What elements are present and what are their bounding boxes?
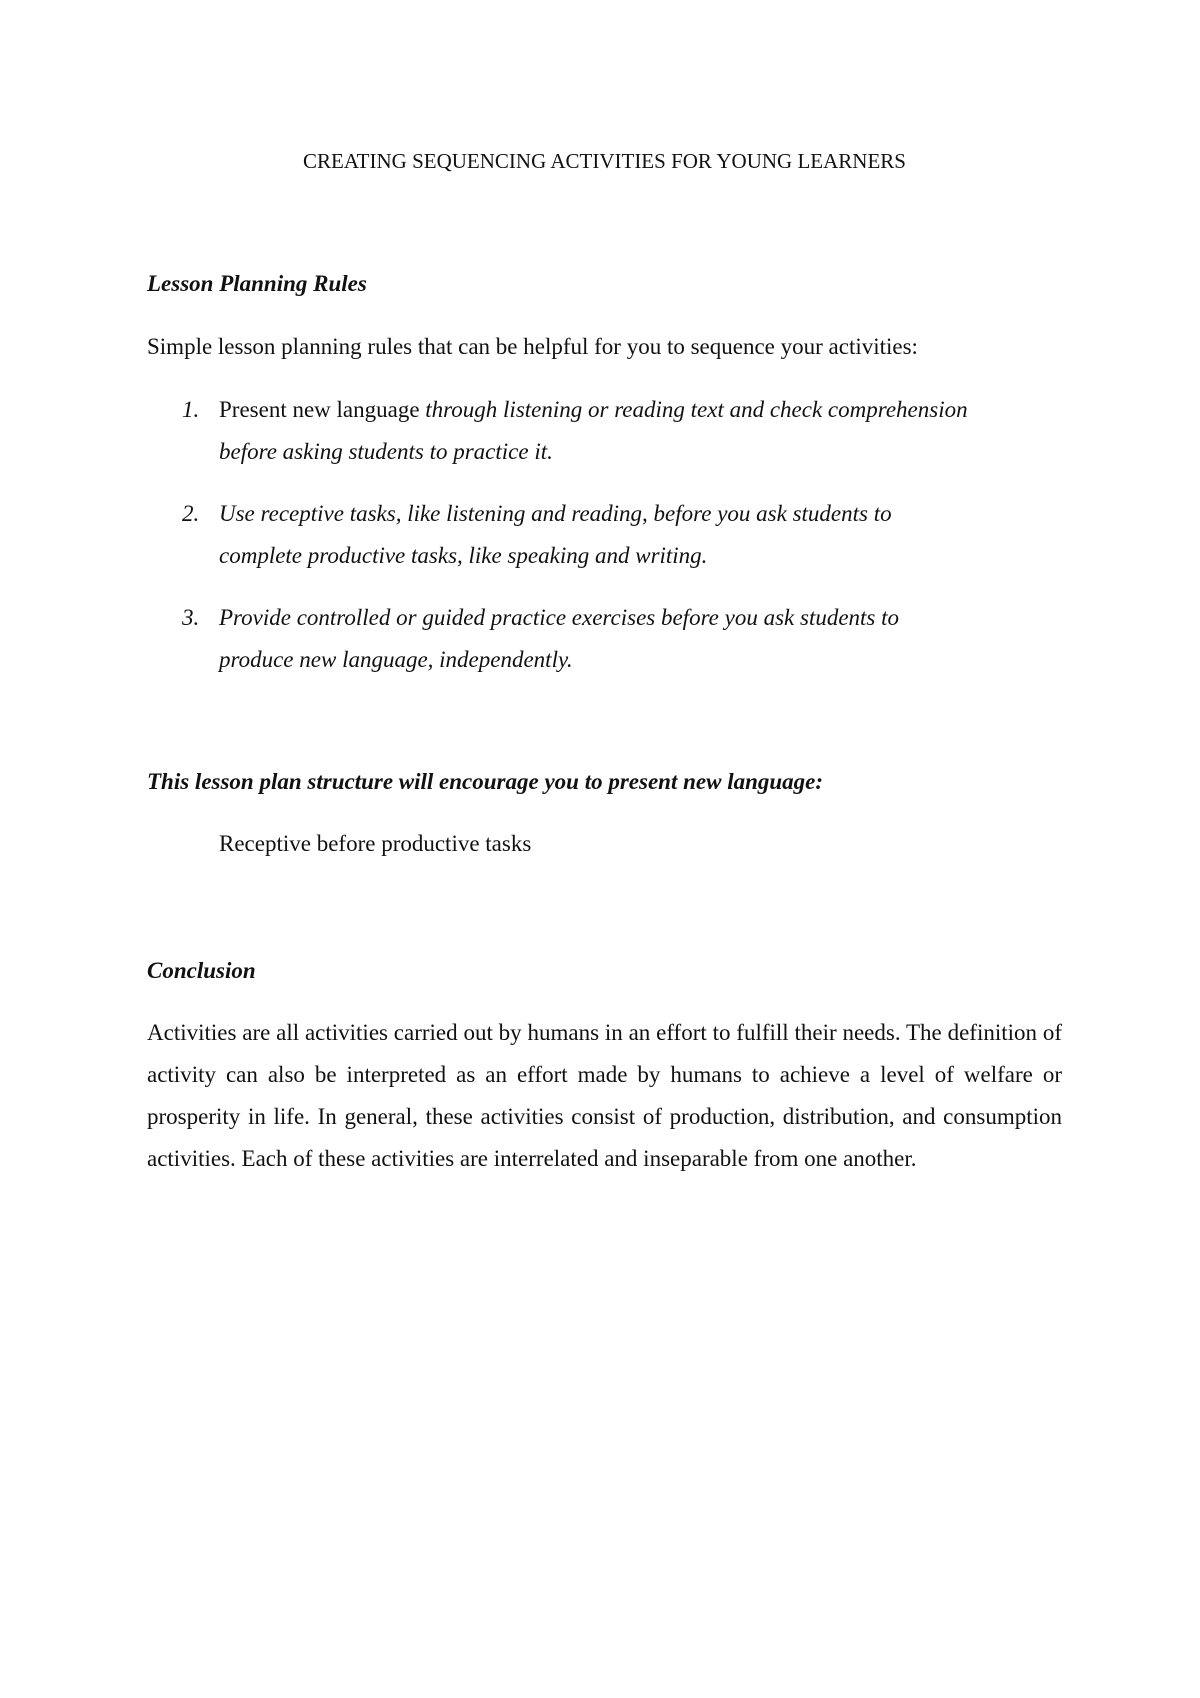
list-item-italic-text: Provide controlled or guided practice exercises before you ask students to produce new language, independently.: [219, 605, 900, 672]
rules-intro-text: Simple lesson planning rules that can be helpful for you to sequence your activities:: [147, 334, 918, 359]
list-item-number: 3.: [182, 605, 200, 630]
list-item-text: [219, 597, 979, 681]
list-item-text: [219, 493, 979, 577]
list-item-italic-text: Use receptive tasks, like listening and reading, before you ask students to complete productive tasks, like speaking and writing.: [219, 501, 892, 568]
list-item-number: 2.: [182, 501, 200, 526]
document-title: CREATING SEQUENCING ACTIVITIES FOR YOUNG LEARNERS: [303, 149, 906, 173]
lesson-structure-heading: This lesson plan structure will encourage you to present new language:: [147, 769, 824, 794]
list-item-text: [219, 389, 979, 473]
list-item: [147, 389, 1062, 473]
list-item: [147, 493, 1062, 577]
lesson-structure-text: Receptive before productive tasks: [219, 831, 532, 856]
list-item-italic-text: through listening or reading text and check comprehension before asking students to practice it.: [219, 397, 968, 464]
lesson-planning-rules-heading: Lesson Planning Rules: [147, 271, 367, 296]
conclusion-paragraph: Activities are all activities carried out by humans in an effort to fulfill their needs. The definition of activity can also be interpreted as an effort made by humans to achieve a level of welfare or prosperity in life. In general, these activities consist of production, distribution, and consumption activities. Each of these activities are interrelated and inseparable from one another.: [147, 1020, 1062, 1171]
list-item-plain-text: Present new language: [219, 397, 426, 422]
list-item: [147, 597, 1062, 681]
list-item-number: 1.: [182, 397, 200, 422]
rules-list: [147, 389, 1062, 701]
conclusion-heading: Conclusion: [147, 958, 256, 983]
